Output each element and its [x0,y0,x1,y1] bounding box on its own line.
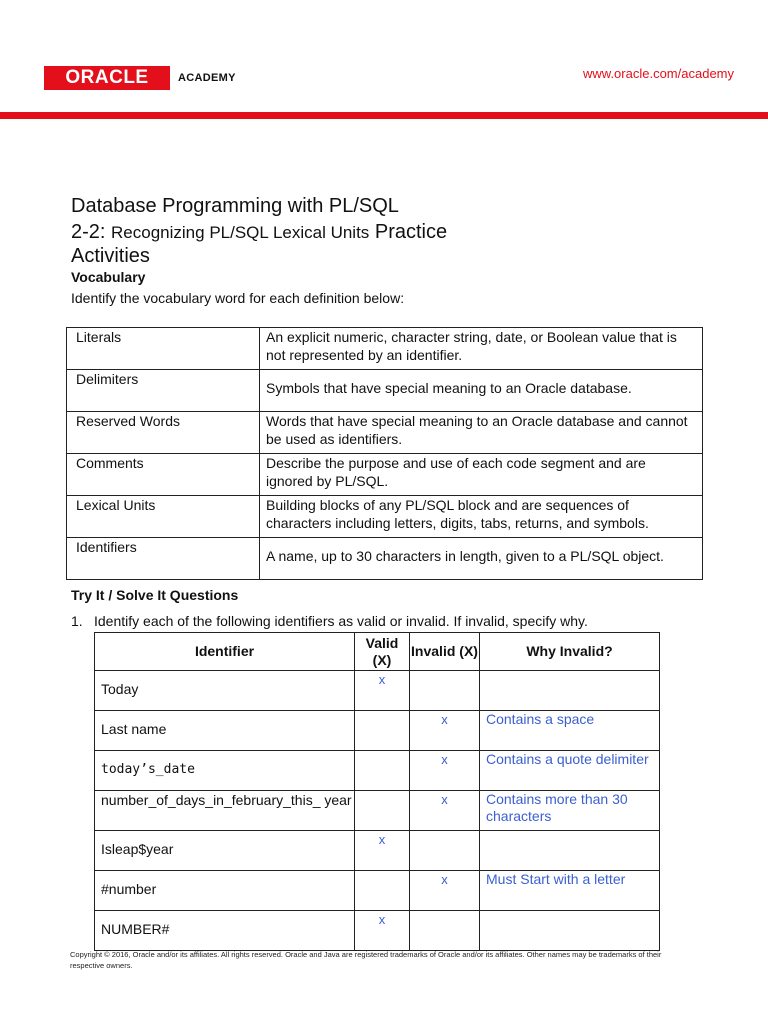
vocab-definition: Words that have special meaning to an Oracle database and cannot be used as identifiers. [260,412,703,454]
vocab-definition: Describe the purpose and use of each code segment and are ignored by PL/SQL. [260,454,703,496]
identifier-table-header [95,633,660,671]
table-row [95,871,660,911]
vocab-row [67,370,703,412]
invalid-cell[interactable] [410,911,480,951]
vocab-term: Identifiers [67,538,260,580]
table-row [95,751,660,791]
vocab-definition: Symbols that have special meaning to an Oracle database. [260,370,703,412]
try-it-heading: Try It / Solve It Questions [71,587,239,603]
header-invalid: Invalid (X) [410,633,480,671]
vocabulary-instructions: Identify the vocabulary word for each definition below: [71,290,405,306]
header-identifier: Identifier [95,633,355,671]
vocab-row [67,538,703,580]
oracle-logo [44,66,170,90]
table-row [95,911,660,951]
why-invalid-cell[interactable] [480,831,660,871]
academy-label: ACADEMY [178,72,236,84]
identifier-cell: Last name [95,711,355,751]
lesson-title [71,221,447,244]
invalid-cell[interactable]: x [410,751,480,791]
vocab-row [67,328,703,370]
question-text: Identify each of the following identifiers as valid or invalid. If invalid, specify why. [94,613,588,629]
identifier-cell: today’s_date [95,751,355,791]
vocabulary-table [66,327,703,580]
identifier-table [94,632,660,951]
header-divider [0,112,768,119]
table-row [95,831,660,871]
logo-text: ORACLE [65,67,149,88]
question-number: 1. [71,613,83,629]
why-invalid-cell[interactable]: Contains more than 30 characters [480,791,660,831]
vocab-definition: Building blocks of any PL/SQL block and are sequences of characters including letters, digits, tabs, returns, and symbols. [260,496,703,538]
valid-cell[interactable] [355,751,410,791]
valid-cell[interactable]: x [355,671,410,711]
invalid-cell[interactable]: x [410,791,480,831]
vocab-term: Reserved Words [67,412,260,454]
vocab-term: Literals [67,328,260,370]
identifier-cell: number_of_days_in_february_this_ year [95,791,355,831]
header-valid: Valid (X) [355,633,410,671]
vocab-term: Comments [67,454,260,496]
table-row [95,671,660,711]
question-1 [71,613,588,629]
valid-cell[interactable] [355,711,410,751]
header-why-invalid: Why Invalid? [480,633,660,671]
why-invalid-cell[interactable]: Must Start with a letter [480,871,660,911]
lesson-number: 2-2: [71,221,106,243]
why-invalid-cell[interactable]: Contains a space [480,711,660,751]
vocab-row [67,496,703,538]
invalid-cell[interactable]: x [410,711,480,751]
invalid-cell[interactable] [410,831,480,871]
why-invalid-cell[interactable] [480,671,660,711]
vocab-definition: A name, up to 30 characters in length, given to a PL/SQL object. [260,538,703,580]
table-row [95,711,660,751]
vocabulary-heading: Vocabulary [71,269,146,285]
why-invalid-cell[interactable]: Contains a quote delimiter [480,751,660,791]
valid-cell[interactable] [355,791,410,831]
activities-title: Activities [71,245,150,267]
course-title: Database Programming with PL/SQL [71,195,399,217]
vocab-term: Lexical Units [67,496,260,538]
identifier-cell: NUMBER# [95,911,355,951]
invalid-cell[interactable]: x [410,871,480,911]
lesson-name: Recognizing PL/SQL Lexical Units [111,223,370,242]
vocab-row [67,454,703,496]
valid-cell[interactable]: x [355,831,410,871]
lesson-suffix: Practice [374,221,448,243]
invalid-cell[interactable] [410,671,480,711]
valid-cell[interactable]: x [355,911,410,951]
vocab-row [67,412,703,454]
why-invalid-cell[interactable] [480,911,660,951]
identifier-cell: #number [95,871,355,911]
vocab-definition: An explicit numeric, character string, date, or Boolean value that is not represented by an identifier. [260,328,703,370]
identifier-cell: Today [95,671,355,711]
identifier-cell: Isleap$year [95,831,355,871]
valid-cell[interactable] [355,871,410,911]
table-row [95,791,660,831]
site-url-link[interactable]: www.oracle.com/academy [583,66,734,81]
copyright-notice: Copyright © 2016, Oracle and/or its affiliates. All rights reserved. Oracle and Java are registered trademarks of Oracle and/or its affiliates. Other names may be trademarks of their respective owners. [70,950,662,970]
vocab-term: Delimiters [67,370,260,412]
